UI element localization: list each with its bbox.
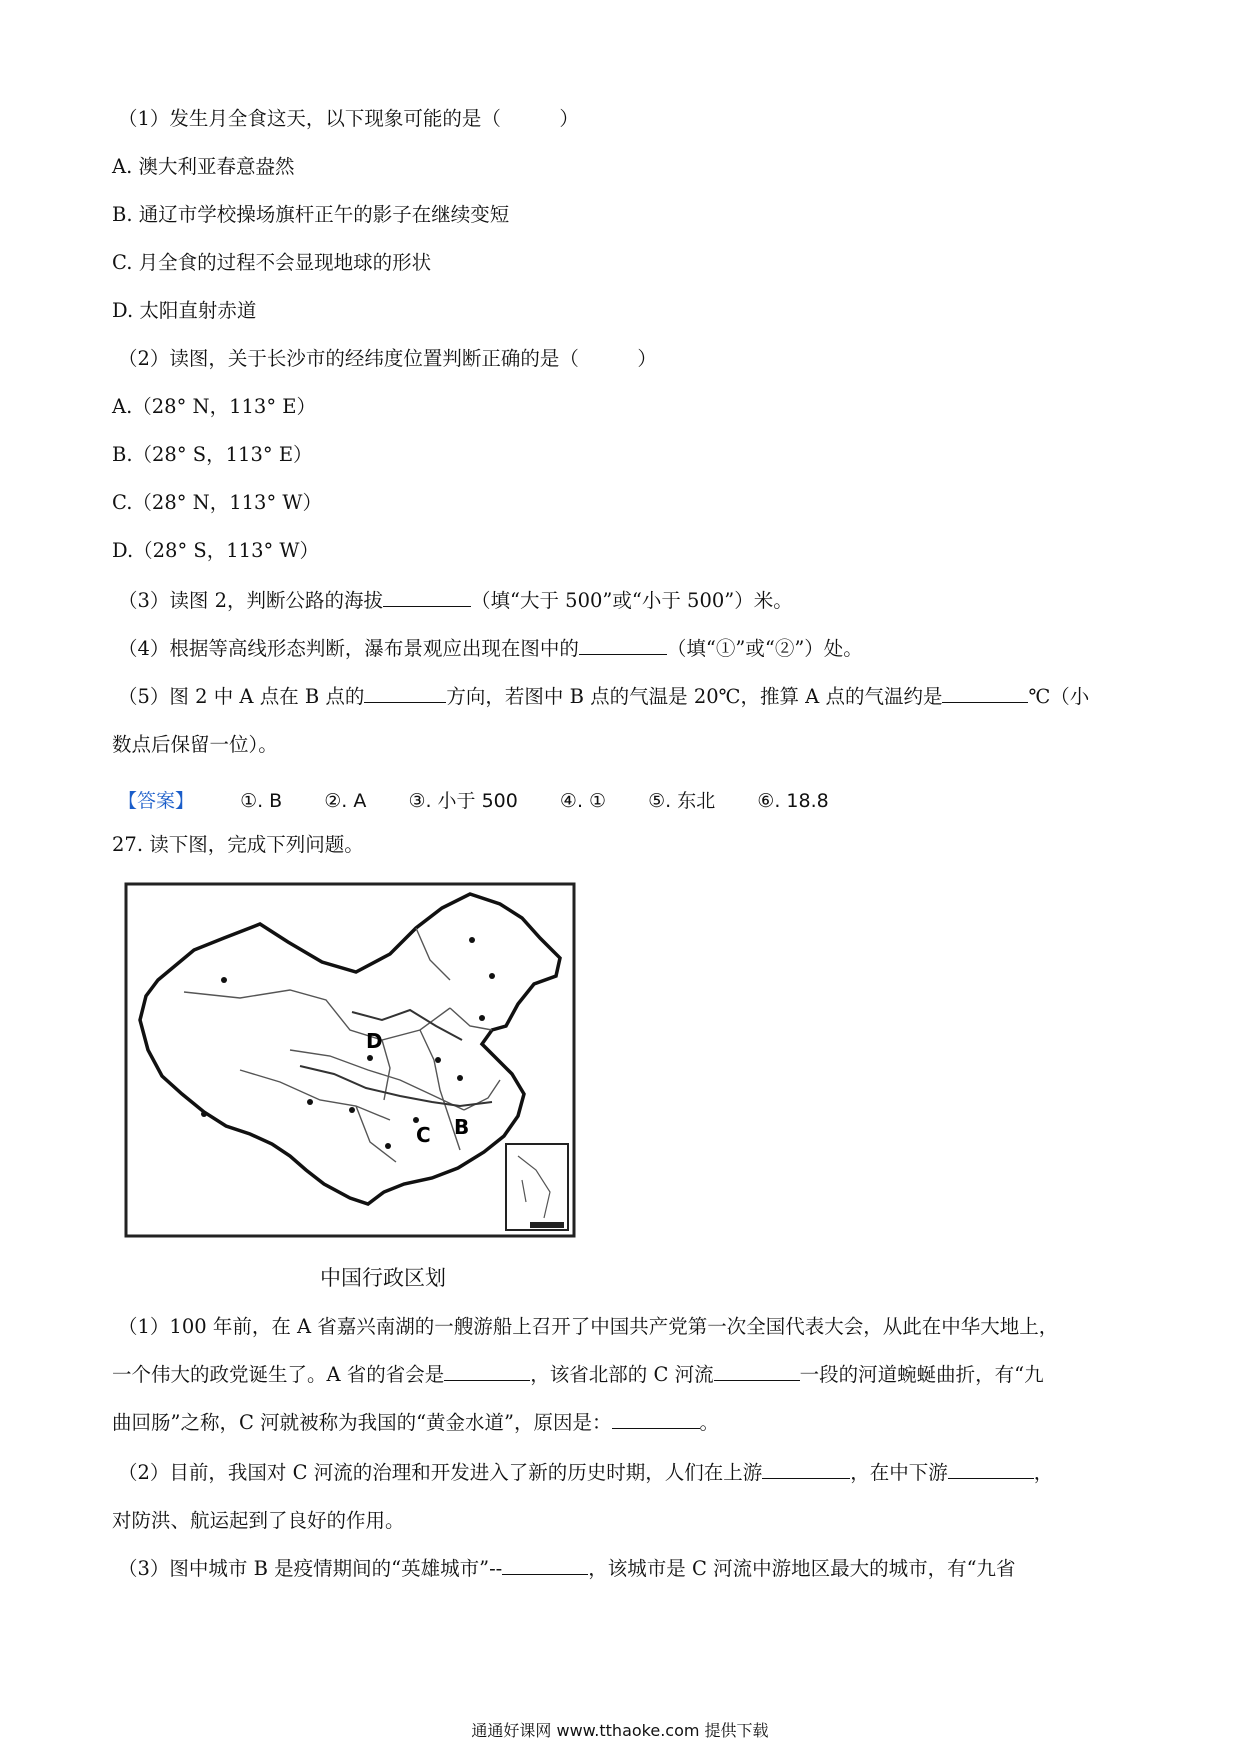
q26-4-pre: （4）根据等高线形态判断，瀑布景观应出现在图中的: [118, 637, 579, 660]
q27-1-line3-a: 曲回肠”之称，C 河就被称为我国的“黄金水道”，原因是：: [112, 1411, 612, 1434]
map-label-b: B: [454, 1115, 470, 1139]
q26-1-stem: （1）发生月全食这天，以下现象可能的是（ ）: [118, 107, 579, 130]
answer-blank: [942, 684, 1028, 703]
answer-item-5: ⑤. 东北: [648, 790, 716, 812]
q27-2-line1-b: ，在中下游: [850, 1461, 948, 1484]
q26-1-option-d: D. 太阳直射赤道: [112, 299, 257, 322]
q26-5-pre: （5）图 2 中 A 点在 B 点的: [118, 685, 365, 708]
answer-blank: [579, 636, 667, 655]
q27-1-line3: [112, 1410, 719, 1436]
q27-2-line1-a: （2）目前，我国对 C 河流的治理和开发进入了新的历史时期，人们在上游: [118, 1461, 763, 1484]
q26-1-option-b: B. 通辽市学校操场旗杆正午的影子在继续变短: [112, 203, 510, 226]
q27-3-b: ，该城市是 C 河流中游地区最大的城市，有“九省: [588, 1557, 1016, 1580]
q26-5-post: ℃（小: [1028, 685, 1090, 708]
south-china-sea-inset: [506, 1144, 568, 1230]
q27-1-line2-c: 一段的河道蜿蜒曲折，有“九: [799, 1363, 1044, 1386]
q27-2-line1-c: ，: [1033, 1461, 1054, 1484]
q27-1-line2-a: 一个伟大的政党诞生了。A 省的省会是: [112, 1363, 445, 1386]
q27-1-line1: （1）100 年前，在 A 省嘉兴南湖的一艘游船上召开了中国共产党第一次全国代表大会，从此在中华大地上，: [118, 1315, 1059, 1338]
q26-5-line2: 数点后保留一位）。: [112, 733, 278, 756]
answer-blank: [714, 1362, 800, 1381]
map-label-d: D: [366, 1029, 383, 1053]
answer-item-3: ③. 小于 500: [408, 790, 518, 812]
q27-2-line1: [118, 1460, 1053, 1486]
q26-2-option-c: C.（28° N，113° W）: [112, 491, 322, 514]
q27-1-line2: [112, 1362, 1044, 1388]
china-map-figure: [120, 880, 580, 1242]
answer-blank: [364, 684, 446, 703]
q26-5-mid: 方向，若图中 B 点的气温是 20℃，推算 A 点的气温约是: [446, 685, 943, 708]
answer-item-1: ①. B: [240, 790, 283, 812]
q27-1-line2-b: ，该省北部的 C 河流: [530, 1363, 714, 1386]
map-caption: 中国行政区划: [320, 1266, 446, 1290]
q26-2-stem: （2）读图，关于长沙市的经纬度位置判断正确的是（ ）: [118, 347, 657, 370]
q27-1-line3-b: 。: [699, 1411, 720, 1434]
q26-3: [118, 588, 793, 614]
q26-1-option-c: C. 月全食的过程不会显现地球的形状: [112, 251, 432, 274]
answer-item-6: ⑥. 18.8: [757, 790, 829, 812]
q26-5: [118, 684, 1089, 710]
answer-blank: [948, 1460, 1034, 1479]
q26-4-post: （填“①”或“②”）处。: [666, 637, 863, 660]
answer-blank: [762, 1460, 850, 1479]
q27-3-line1: [118, 1556, 1016, 1582]
answer-key: [118, 786, 865, 813]
footer-credit: 通通好课网 www.tthaoke.com 提供下载: [471, 1721, 769, 1740]
answer-item-2: ②. A: [324, 790, 367, 812]
q27-title: 27. 读下图，完成下列问题。: [112, 833, 364, 856]
q26-3-post: （填“大于 500”或“小于 500”）米。: [471, 589, 793, 612]
q27-3-a: （3）图中城市 B 是疫情期间的“英雄城市”--: [118, 1557, 503, 1580]
q26-2-option-b: B.（28° S，113° E）: [112, 443, 313, 466]
q26-2-option-d: D.（28° S，113° W）: [112, 539, 319, 562]
q26-3-pre: （3）读图 2，判断公路的海拔: [118, 589, 384, 612]
answer-blank: [612, 1410, 700, 1429]
answer-blank: [383, 588, 471, 607]
answer-tag: 【答案】: [118, 790, 195, 812]
map-label-c: C: [416, 1123, 431, 1147]
q26-1-option-a: A. 澳大利亚春意盎然: [112, 155, 295, 178]
answer-item-4: ④. ①: [559, 790, 607, 812]
q26-2-option-a: A.（28° N，113° E）: [112, 395, 317, 418]
q26-4: [118, 636, 863, 662]
answer-blank: [444, 1362, 530, 1381]
answer-blank: [502, 1556, 588, 1575]
q27-2-line2: 对防洪、航运起到了良好的作用。: [112, 1509, 405, 1532]
